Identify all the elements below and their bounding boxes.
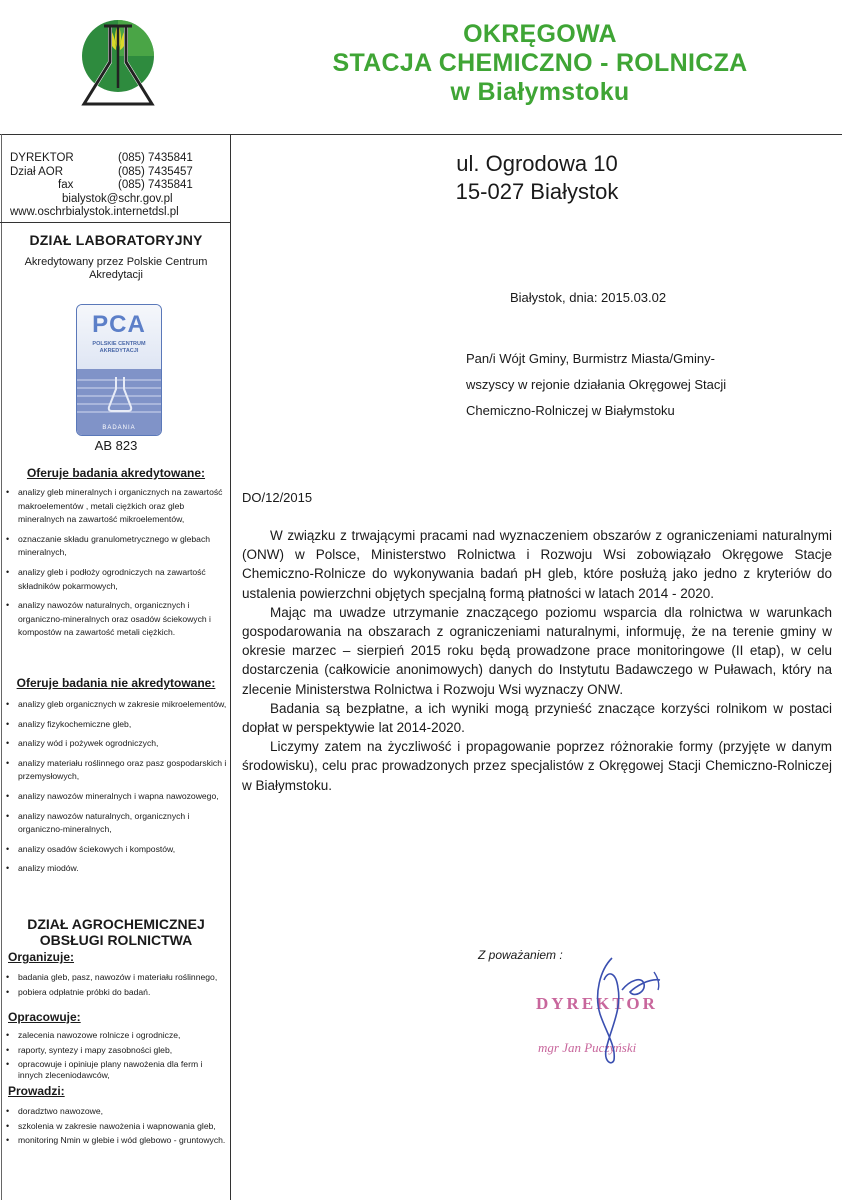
accredited-list: [4, 486, 228, 640]
recipient-line-2: wszyscy w rejonie działania Okręgowej Stacji: [466, 377, 727, 392]
pca-letters: PCA: [92, 311, 146, 338]
title-line-3: w Białymstoku: [450, 78, 630, 106]
list-item: • analizy materiału roślinnego oraz pasz gospodarskich i przemysłowych,: [4, 757, 228, 784]
list-item: • badania gleb, pasz, nawozów i materiału roślinnego,: [4, 972, 228, 983]
sidebar: [4, 232, 228, 1145]
organizes-list: [4, 972, 228, 1001]
document-reference: DO/12/2015: [242, 490, 313, 505]
list-item: • analizy gleb mineralnych i organicznych na zawartość makroelementów , metali ciężkich oraz gleb mineralnych na zawartość mikroelementów,: [4, 486, 228, 527]
conducts-title: Prowadzi:: [8, 1084, 65, 1098]
lab-department-title: DZIAŁ LABORATORYJNY: [29, 232, 203, 248]
paragraph: Liczymy zatem na życzliwość i propagowanie poprzez różnorakie formy (przyjęte w danym środowisku), celu prac prowadzonych przez specjalistów z Okręgowej Stacji Chemiczno-Rolniczej w Białymstoku.: [242, 739, 832, 793]
title-line-2: STACJA CHEMICZNO - ROLNICZA: [332, 49, 748, 77]
list-item: • analizy nawozów mineralnych i wapna nawozowego,: [4, 790, 228, 804]
list-item: • opracowuje i opiniuje plany nawożenia dla ferm i innych zleceniodawców,: [4, 1059, 228, 1080]
list-item: • szkolenia w zakresie nawożenia i wapnowania gleb,: [4, 1121, 228, 1132]
aor-phone: (085) 7435457: [118, 165, 193, 178]
recipient-line-1: Pan/i Wójt Gminy, Burmistrz Miasta/Gminy-: [466, 351, 715, 366]
pca-subtitle-2: AKREDYTACJI: [99, 348, 139, 354]
address-block: [232, 150, 842, 206]
contact-block: [10, 152, 228, 220]
letter-date: Białystok, dnia: 2015.03.02: [510, 290, 667, 305]
director-label: DYREKTOR: [10, 152, 74, 164]
closing-text: Z poważaniem :: [478, 948, 563, 962]
station-logo: [78, 16, 158, 112]
title-line-1: OKRĘGOWA: [463, 20, 617, 48]
list-item: • pobiera odpłatnie próbki do badań.: [4, 987, 228, 998]
prepares-title: Opracowuje:: [8, 1010, 81, 1024]
list-item: • analizy miodów.: [4, 862, 228, 876]
director-phone: (085) 7435841: [118, 152, 193, 164]
non-accredited-list: [4, 698, 228, 882]
letter-body: [242, 526, 832, 795]
recipient-block: [466, 346, 806, 424]
paragraph: W związku z trwającymi pracami nad wyznaczeniem obszarów z ograniczeniami naturalnymi (ONW) w Polsce, Ministerstwo Rolnictwa i Rozwoju Wsi zobowiązało Okręgowe Stacje Chemiczno-Rolnicze do wykonywania badań pH gleb, które posłużą jako jedno z kryteriów do ustalenia powierzchni objętych specjalną formą płatności w latach 2014 - 2020.: [242, 528, 832, 601]
list-item: • analizy fizykochemiczne gleb,: [4, 718, 228, 732]
organizes-title: Organizuje:: [8, 950, 75, 964]
flask-icon: [107, 375, 133, 413]
list-item: • monitoring Nmin w glebie i wód glebowo - gruntowych.: [4, 1135, 228, 1146]
stamp-title: DYREKTOR: [536, 994, 658, 1013]
accreditation-text: Akredytowany przez Polskie Centrum Akredytacji: [24, 256, 208, 281]
list-item: • zalecenia nawozowe rolnicze i ogrodnicze,: [4, 1030, 228, 1041]
aor-row: [10, 166, 228, 180]
email-link[interactable]: bialystok@schr.gov.pl: [62, 192, 173, 205]
accreditation-number: AB 823: [94, 438, 138, 453]
contacts-divider: [0, 222, 230, 223]
fax-phone: (085) 7435841: [118, 179, 193, 192]
conducts-list: [4, 1106, 228, 1150]
non-accredited-title: Oferuje badania nie akredytowane:: [16, 676, 216, 690]
paragraph: Badania są bezpłatne, a ich wyniki mogą przynieść znaczące korzyści rolnikom w postaci dopłat w perspektywie lat 2014-2020.: [242, 700, 832, 736]
paragraph: Mając ma uwadze utrzymanie znaczącego poziomu wsparcia dla rolnictwa w warunkach gospodarowania na obszarach z ograniczeniami naturalnymi, informuję, że na terenie gminy w okresie marzec – sierpień 2015 roku będą prowadzone prace monitoringowe (II etap), w celu dostarczenia (całkowicie anonimowych) danych do Instytutu Badawczego w Puławach, który na zlecenie Ministerstwa Rolnictwa i Rozwoju Wsi wyznaczy ONW.: [242, 604, 832, 697]
stamp-name: mgr Jan Puczyński: [538, 1040, 637, 1055]
header-divider: [0, 134, 842, 135]
accredited-section: [4, 466, 228, 646]
address-city: 15-027 Białystok: [455, 179, 619, 204]
list-item: • analizy wód i pożywek ogrodniczych,: [4, 737, 228, 751]
list-item: • analizy nawozów naturalnych, organicznych i organiczno-mineralnych oraz osadów ściekowych i kompostów na zawartość metali ciężkich.: [4, 599, 228, 640]
column-divider: [230, 134, 231, 1200]
agro-department-title: [4, 916, 228, 948]
list-item: • analizy nawozów naturalnych, organicznych i organiczno-mineralnych,: [4, 810, 228, 837]
director-row: [10, 152, 228, 166]
list-item: • doradztwo nawozowe,: [4, 1106, 228, 1117]
list-item: • oznaczanie składu granulometrycznego w glebach mineralnych,: [4, 533, 228, 560]
aor-label: Dział AOR: [10, 165, 64, 178]
fax-label: fax: [58, 179, 74, 192]
organization-title: [240, 20, 840, 107]
list-item: • analizy osadów ściekowych i kompostów,: [4, 843, 228, 857]
recipient-line-3: Chemiczno-Rolniczej w Białymstoku: [466, 403, 675, 418]
pca-subtitle-1: POLSKIE CENTRUM: [92, 341, 146, 347]
pca-badge-logo: [76, 304, 162, 436]
pca-badge-text: BADANIA: [102, 425, 136, 431]
fax-row: [10, 179, 228, 193]
pca-subtitle: [77, 341, 161, 355]
agro-title-line-2: OBSŁUGI ROLNICTWA: [39, 932, 193, 948]
list-item: • raporty, syntezy i mapy zasobności gleb,: [4, 1045, 228, 1056]
list-item: • analizy gleb i podłoży ogrodniczych na zawartość składników pokarmowych,: [4, 566, 228, 593]
address-street: ul. Ogrodowa 10: [456, 151, 618, 176]
agro-title-line-1: DZIAŁ AGROCHEMICZNEJ: [27, 916, 205, 932]
accredited-title: Oferuje badania akredytowane:: [26, 466, 206, 480]
website-link[interactable]: www.oschrbialystok.internetdsl.pl: [10, 206, 179, 219]
handwritten-signature: [560, 950, 700, 1070]
prepares-list: [4, 1030, 228, 1084]
left-border: [1, 134, 2, 1200]
list-item: • analizy gleb organicznych w zakresie mikroelementów,: [4, 698, 228, 712]
